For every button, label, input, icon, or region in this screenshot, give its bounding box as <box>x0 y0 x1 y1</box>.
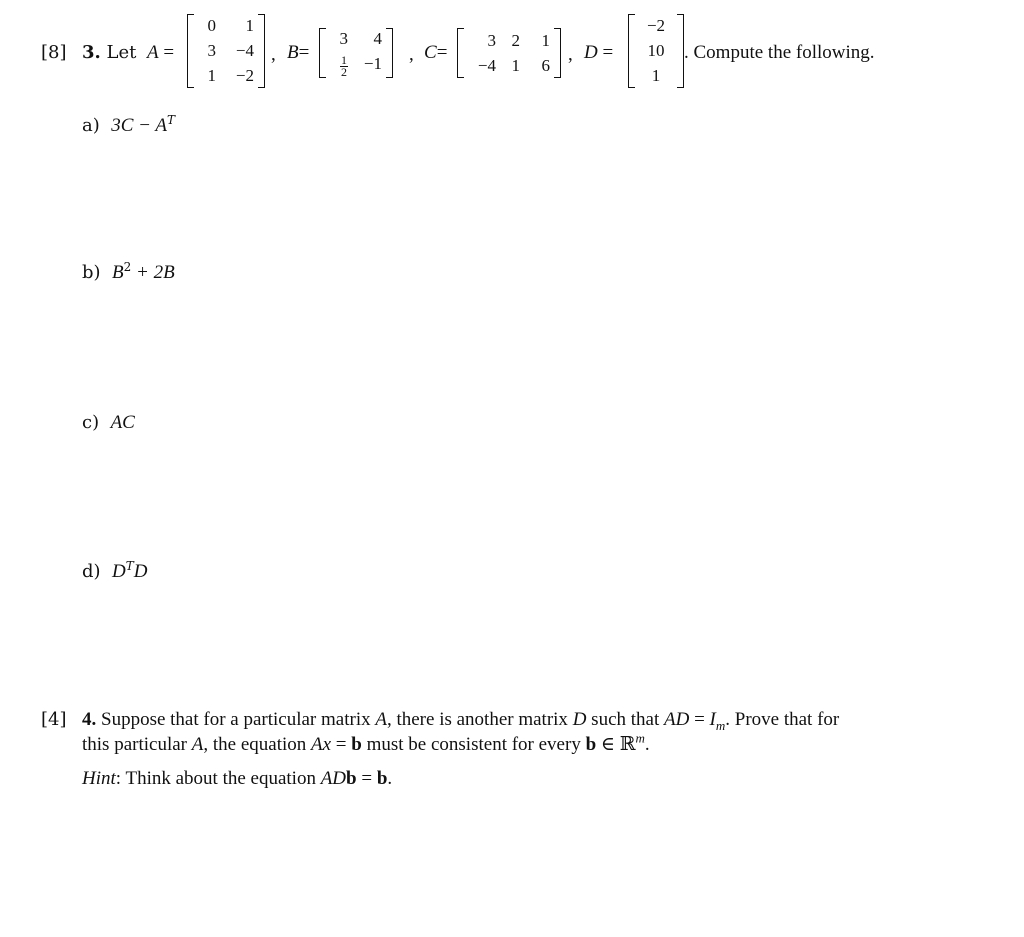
matrix-a-cell-r2c1: −2 <box>235 65 254 85</box>
matrix-c <box>457 28 561 78</box>
q3-number <box>82 43 136 63</box>
q4-l1-var-i: I <box>709 709 716 730</box>
matrix-d-grid <box>635 14 677 88</box>
part-b <box>82 262 175 284</box>
comma-3: , <box>568 44 573 65</box>
name-d: D <box>584 42 598 63</box>
q4-l1-text-b: , there is another matrix <box>386 709 573 730</box>
q4-hint <box>82 767 392 791</box>
matrix-a-cell-r1c1: −4 <box>235 40 254 60</box>
q4-l2-text-c: must be consistent for every <box>361 734 586 755</box>
q4-l2-var-a: A <box>191 734 204 755</box>
matrix-c-cell-r0c0: 3 <box>487 30 496 50</box>
q4-l2-end: . <box>644 734 650 755</box>
matrix-c-cell-r1c2: 6 <box>541 55 550 75</box>
equals-a: = <box>163 42 175 63</box>
hint-label: Hint <box>82 768 116 789</box>
matrix-c-left-bracket <box>457 28 464 78</box>
part-c-label: c) <box>82 412 100 433</box>
matrix-c-grid <box>464 28 554 78</box>
matrix-d-left-bracket <box>628 14 635 88</box>
part-b-tail: + 2B <box>131 262 175 283</box>
matrix-b-right-bracket <box>386 28 393 78</box>
label-c-eq <box>424 42 447 64</box>
part-d-label: d) <box>82 561 101 582</box>
q4-l1-text-d: . Prove that for <box>725 709 840 730</box>
label-d-eq <box>584 42 613 64</box>
q4-l2-sup-m: m <box>635 730 645 746</box>
hint-eq: = <box>356 768 377 789</box>
equals-b: = <box>298 42 310 63</box>
q4-l1-var-d: D <box>572 709 587 730</box>
matrix-a-cell-r2c0: 1 <box>207 65 216 85</box>
matrix-a-left-bracket <box>187 14 194 88</box>
name-c: C <box>424 42 437 63</box>
fraction-numerator: 1 <box>341 53 347 67</box>
matrix-a-cell-r0c0: 0 <box>207 16 216 36</box>
matrix-b <box>319 28 393 78</box>
q4-points: [4] <box>41 709 67 730</box>
label-a-eq <box>147 42 174 64</box>
name-a: A <box>147 42 159 63</box>
matrix-c-cell-r1c0: −4 <box>477 55 496 75</box>
part-d-sup: T <box>125 559 134 573</box>
part-c-expr: AC <box>110 412 135 433</box>
fraction-denominator: 2 <box>341 65 347 79</box>
q4-l2-var-ax: Ax <box>311 734 332 755</box>
compute-following: . Compute the following. <box>684 42 875 63</box>
q4-l1-sub-m: m <box>715 717 726 733</box>
part-d <box>82 561 147 583</box>
part-b-sup: 2 <box>123 260 132 274</box>
label-b-eq <box>287 42 309 64</box>
matrix-b-cell-r0c1: 4 <box>373 28 382 48</box>
part-a <box>82 115 175 137</box>
q4-l2-in-rm: ∈ ℝ <box>596 734 636 755</box>
matrix-c-cell-r0c1: 2 <box>511 30 520 50</box>
q4-l1-var-a: A <box>375 709 387 730</box>
part-b-expr: B <box>112 262 124 283</box>
part-a-expr: 3C − A <box>111 115 167 136</box>
hint-vec-b: b <box>346 768 357 789</box>
matrix-d <box>628 14 684 88</box>
matrix-a-right-bracket <box>258 14 265 88</box>
q4-l2-vec-b: b <box>351 734 362 755</box>
matrix-c-right-bracket <box>554 28 561 78</box>
matrix-a-cell-r1c0: 3 <box>207 40 216 60</box>
q3-intro: Let <box>106 42 137 63</box>
part-a-label: a) <box>82 115 100 136</box>
q4-l1-text-a: Suppose that for a particular matrix <box>101 709 376 730</box>
q3-number-text: 3. <box>82 42 101 63</box>
q4-l1-eq: = <box>689 709 710 730</box>
matrix-d-right-bracket <box>677 14 684 88</box>
q4-line-2 <box>82 730 1012 757</box>
q4-l2-eq: = <box>331 734 352 755</box>
matrix-b-fraction <box>340 55 348 78</box>
matrix-b-cell-r0c0: 3 <box>339 28 348 48</box>
q4-l2-text-a: this particular <box>82 734 192 755</box>
hint-end: . <box>387 768 393 789</box>
q3-points: [8] <box>41 42 67 63</box>
part-d-tail: D <box>133 561 148 582</box>
comma-1: , <box>271 44 276 65</box>
hint-vec-b2: b <box>376 768 388 789</box>
comma-2: , <box>409 44 414 65</box>
part-a-sup: T <box>166 113 175 127</box>
q4-number: 4. <box>82 709 97 730</box>
matrix-d-cell-r0c0: −2 <box>646 16 666 36</box>
matrix-b-cell-r1c1: −1 <box>363 53 382 73</box>
matrix-c-cell-r0c2: 1 <box>541 30 550 50</box>
matrix-b-grid <box>326 28 386 78</box>
part-d-expr: D <box>112 561 126 582</box>
hint-text: : Think about the equation <box>115 768 321 789</box>
q4-l2-text-b: , the equation <box>203 734 311 755</box>
equals-c: = <box>436 42 448 63</box>
q4-l1-text-c: such that <box>586 709 664 730</box>
hint-var-ad: AD <box>320 768 347 789</box>
q4-l2-vec-b2: b <box>585 734 597 755</box>
matrix-c-cell-r1c1: 1 <box>511 55 520 75</box>
matrix-a <box>187 14 265 88</box>
q4-l1-var-ad: AD <box>664 709 690 730</box>
name-b: B <box>287 42 299 63</box>
part-b-label: b) <box>82 262 101 283</box>
part-c <box>82 412 135 434</box>
equals-d: = <box>602 42 614 63</box>
matrix-d-cell-r2c0: 1 <box>651 65 661 85</box>
matrix-b-left-bracket <box>319 28 326 78</box>
matrix-a-cell-r0c1: 1 <box>245 16 254 36</box>
matrix-b-cell-r1c0 <box>340 49 348 78</box>
matrix-d-cell-r1c0: 10 <box>647 40 665 60</box>
matrix-a-grid <box>194 14 258 88</box>
